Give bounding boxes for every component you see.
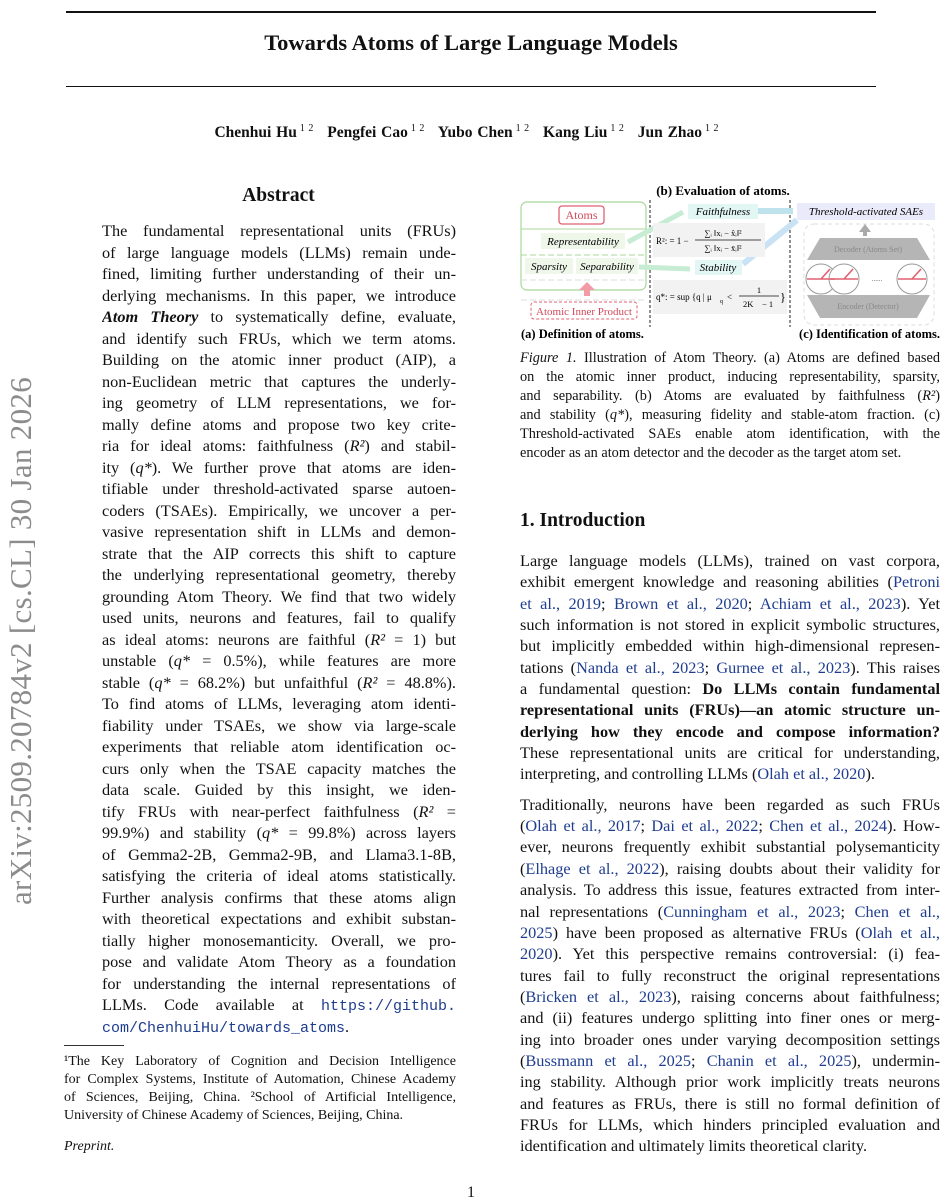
text-span: a fundamental question: [520, 679, 703, 699]
text-line [520, 922, 940, 943]
text-span: exhibit emergent knowledge and reasoning abilities ( [520, 572, 893, 592]
author [638, 124, 728, 141]
text-span: tify FRUs with near-perfect faithfulness ( [102, 801, 419, 821]
author-name: Jun Zhao [637, 124, 703, 142]
text-line [520, 368, 940, 387]
citation-link[interactable]: Gurnee et al., 2023 [716, 657, 851, 677]
panel-a-label: (a) Definition of atoms. [521, 327, 644, 341]
text-span: = 48.8%). [377, 672, 456, 692]
text-span: ; [758, 816, 770, 836]
text-line [520, 444, 940, 463]
text-span: unstable ( [102, 651, 174, 670]
text-span: grounding Atom Theory. We find that two widely [102, 586, 456, 606]
text-span: experiments that reliable atom identification oc- [102, 737, 456, 756]
abstract-body [102, 220, 456, 1037]
text-span: R² [349, 436, 365, 455]
text-line [64, 1107, 456, 1125]
citation-link[interactable]: Olah et al., [860, 922, 940, 942]
text-line [102, 801, 456, 823]
text-line [102, 629, 456, 651]
text-span: . [345, 1016, 350, 1036]
up-arrow-icon [579, 282, 595, 296]
text-line [520, 721, 940, 742]
text-span: nal representations ( [520, 901, 664, 921]
text-line [520, 1050, 940, 1071]
text-line [102, 543, 456, 565]
text-span: Figure 1. [520, 350, 577, 366]
text-span: ), raising concerns about faithfulness; [671, 986, 940, 1006]
text-line [102, 865, 456, 887]
text-span: ( [520, 858, 526, 878]
page-number: 1 [467, 1184, 475, 1201]
text-span: analysis. To address this issue, features extracted from inter- [520, 880, 940, 900]
text-span: ing into broader ones under varying decomposition settings [520, 1029, 940, 1049]
text-line [102, 457, 456, 479]
citation-link[interactable]: https://github. [320, 998, 456, 1015]
citation-link[interactable]: Dai et al., 2022 [651, 816, 759, 836]
text-span: encoder as an atom detector and the decoder as the target atom set. [520, 445, 902, 461]
text-span: as ideal atoms: neurons are faithful ( [102, 629, 371, 649]
text-span: mally define atoms and propose two key crite- [102, 414, 456, 434]
representability-label: Representability [547, 236, 619, 248]
atoms-label: Atoms [565, 208, 598, 222]
author-name: Yubo Chen [437, 124, 513, 142]
author-affiliation: 1 2 [299, 123, 314, 134]
text-line [520, 879, 940, 900]
preprint-note: Preprint. [64, 1139, 115, 1154]
author [327, 124, 433, 141]
r2-denominator: ∑ᵢ ‖xᵢ − x̄ᵢ‖² [704, 243, 742, 253]
text-line [520, 794, 940, 815]
text-line [102, 564, 456, 586]
text-line [520, 678, 940, 699]
introduction-body [520, 550, 940, 1166]
text-span: These representational units are critical for understanding, [520, 743, 940, 763]
text-line [520, 635, 940, 656]
text-span: such information is not stored in explicit symbolic structures, [520, 615, 940, 635]
text-line [520, 349, 940, 368]
text-span: ; [840, 901, 855, 921]
text-line [520, 901, 940, 922]
title-rule [66, 86, 876, 87]
encoder-label: Encoder (Detector) [837, 302, 899, 311]
author-name: Chenhui Hu [214, 124, 297, 142]
text-line [520, 1135, 940, 1156]
text-line [102, 951, 456, 973]
text-line [102, 844, 456, 866]
text-line [102, 715, 456, 737]
text-span: = 1) but [385, 629, 456, 649]
text-span: = 99.8%) across layers [278, 823, 456, 842]
text-line [102, 758, 456, 780]
text-line [520, 1093, 940, 1114]
q-numerator: 1 [756, 285, 762, 295]
author [438, 124, 538, 141]
text-span: 99.9%) and stability ( [102, 823, 262, 842]
text-line [102, 220, 456, 242]
text-span: the underlying representational geometry, thereby [102, 565, 456, 584]
text-line [520, 986, 940, 1007]
text-span: fiability under TSAEs, we show via large-scale [102, 715, 456, 735]
stability-label: Stability [699, 262, 737, 274]
text-span: ). Yet this perspective remains controversial: (i) fea- [552, 944, 940, 964]
text-line [102, 242, 456, 264]
text-span: Building on the atomic inner product (AIP), a [102, 350, 456, 369]
sparsity-label: Sparsity [530, 261, 568, 273]
text-span: ever, neurons frequently exhibit substantial polysemanticity [520, 837, 940, 857]
up-arrow-icon [859, 224, 871, 236]
text-line [102, 930, 456, 952]
text-span: LLMs. Code available at [102, 995, 321, 1014]
text-line [102, 500, 456, 522]
text-span: ), measuring fidelity and stable-atom fraction. (c) [624, 407, 940, 423]
text-span: Threshold-activated SAEs enable atom identification, with the [520, 426, 940, 442]
citation-link[interactable]: Petroni [892, 572, 940, 592]
text-line [520, 550, 940, 571]
text-span: on the atomic inner product, inducing representability, sparsity, [520, 369, 940, 385]
text-span: ¹The Key Laboratory of Cognition and Decision Intelligence [64, 1054, 456, 1069]
text-span: ; [640, 816, 652, 836]
text-line [520, 1029, 940, 1050]
ellipsis: ...... [871, 275, 883, 283]
text-span: but implicitly embedded within high-dimensional represen- [520, 636, 940, 656]
citation-link[interactable]: et al., 2019 [520, 593, 602, 613]
citation-link[interactable]: Nanda et al., 2023 [576, 657, 705, 677]
text-line [520, 943, 940, 964]
text-span: = 0.5%), while features are more [190, 651, 456, 670]
text-span: ing geometry of LLM representations, we for- [102, 393, 456, 412]
citation-link[interactable]: Bricken et al., 2023 [525, 986, 672, 1006]
text-span: ; [691, 1050, 707, 1070]
text-span: derlying how they encode and compose information? [520, 721, 940, 741]
figure-caption [520, 349, 940, 463]
q-formula-lt: < [727, 292, 733, 302]
q-formula-close: } [780, 290, 786, 304]
text-span: ), undermin- [851, 1050, 940, 1070]
affiliation-footnote [64, 1053, 456, 1125]
text-span: ing stability. Although prior work implicitly treats neurons [520, 1072, 940, 1092]
figure-1 [515, 180, 942, 345]
text-span: q* [173, 651, 191, 670]
author-name: Pengfei Cao [327, 124, 408, 142]
text-span: ), raising doubts about their validity for [659, 858, 940, 878]
text-span: to systematically define, evaluate, [198, 307, 456, 326]
paragraph [520, 794, 940, 1157]
text-span: identification and ultimately limits theoretical clarity. [520, 1136, 868, 1156]
text-span: interpreting, and controlling LLMs ( [520, 764, 758, 784]
faithfulness-label: Faithfulness [695, 206, 751, 218]
citation-link[interactable]: Cunningham et al., 2023 [663, 901, 841, 921]
text-line [520, 763, 940, 784]
text-line [102, 328, 456, 350]
text-line [102, 607, 456, 629]
text-span: = [433, 801, 456, 821]
text-span: satisfying the criteria of ideal atoms statistically. [102, 866, 456, 885]
citation-link[interactable]: Olah et al., 2020 [757, 764, 866, 784]
text-span: with theoretical expectations and exhibit substan- [102, 909, 456, 928]
text-line [64, 1089, 456, 1107]
text-span: Large language models (LLMs), trained on vast corpora, [520, 551, 940, 570]
text-span: FRUs for LLMs, which hinders principled evaluation and [520, 1114, 940, 1134]
text-line [520, 425, 940, 444]
text-line [520, 387, 940, 406]
text-span: Further analysis confirms that these atoms align [102, 887, 456, 907]
author-affiliation: 1 2 [610, 123, 624, 134]
text-line [520, 571, 940, 592]
text-line [520, 1007, 940, 1028]
text-span: tifiable under threshold-activated sparse autoen- [102, 479, 456, 498]
text-line [102, 779, 456, 801]
text-span: pose and validate Atom Theory as a foundation [102, 952, 456, 971]
text-span: ( [520, 986, 526, 1006]
text-span: and features as FRUs, there is still no formal definition of [520, 1093, 940, 1113]
text-span: ). How- [887, 816, 940, 836]
paragraph [520, 550, 940, 785]
text-span: University of Chinese Academy of Sciences, Beijing, China. [64, 1108, 404, 1123]
citation-link[interactable]: Chen et al., [854, 901, 940, 921]
citation-link[interactable]: Chanin et al., 2025 [706, 1050, 852, 1070]
text-line [102, 973, 456, 995]
q-formula-lhs: q*: = sup {q | μ [656, 292, 712, 302]
text-span: ). We further prove that atoms are iden- [151, 457, 456, 477]
top-rule [66, 11, 876, 13]
text-line [102, 306, 456, 328]
text-span: Illustration of Atom Theory. (a) Atoms are defined based [576, 350, 940, 366]
text-span: derlying mechanisms. In this paper, we introduce [102, 285, 456, 305]
author [543, 124, 633, 141]
text-span: ( [520, 1050, 526, 1070]
text-span: and stability ( [520, 407, 610, 423]
text-span: R² [362, 672, 378, 692]
section-heading: 1. Introduction [520, 510, 646, 531]
author-affiliation: 1 2 [515, 123, 530, 134]
text-span: R² [370, 629, 386, 649]
text-span: ( [520, 816, 526, 836]
panel-b-title: (b) Evaluation of atoms. [656, 183, 790, 198]
arxiv-identifier[interactable]: arXiv:2509.20784v2 [cs.CL] 30 Jan 2026 [3, 376, 38, 905]
text-line [64, 1053, 456, 1071]
text-line [102, 672, 456, 694]
text-span: and separability. (b) Atoms are evaluated by faithfulness ( [520, 388, 923, 404]
panel-c-label: (c) Identification of atoms. [799, 327, 940, 341]
text-span: ria for ideal atoms: faithfulness ( [102, 436, 350, 455]
text-line [520, 1114, 940, 1135]
text-span: tially higher monosemanticity. Overall, we pro- [102, 930, 456, 950]
text-span: coders (TSAEs). Empirically, we uncover a per- [102, 500, 456, 520]
text-span: curs only when the TSAE capacity matches the [102, 758, 456, 778]
text-line [520, 406, 940, 425]
text-line [102, 693, 456, 715]
text-span: used units, neurons and features, fail to qualify [102, 608, 456, 627]
text-line [102, 1016, 456, 1038]
citation-link[interactable]: Elhage et al., 2022 [525, 858, 660, 878]
text-span: vasive representation shift in LLMs and demon- [102, 522, 456, 541]
text-line [102, 263, 456, 285]
text-span: ity ( [102, 457, 136, 477]
text-line [102, 736, 456, 758]
text-span: ). This raises [850, 657, 940, 677]
author-list [0, 123, 942, 142]
text-line [520, 858, 940, 879]
citation-link[interactable]: 2020 [520, 944, 553, 964]
text-line [520, 593, 940, 614]
text-line [102, 908, 456, 930]
paper-title: Towards Atoms of Large Language Models [264, 30, 678, 55]
text-span: q* [154, 672, 171, 692]
text-line [520, 965, 940, 986]
text-span: for Complex Systems, Institute of Automation, Chinese Academy [64, 1072, 456, 1087]
abstract-heading: Abstract [242, 185, 315, 206]
author-affiliation: 1 2 [705, 123, 719, 134]
text-line [102, 478, 456, 500]
text-span: ; [704, 657, 717, 677]
footnote-rule [64, 1045, 124, 1046]
r2-formula-lhs: R²: = 1 − [656, 236, 689, 246]
text-span: tures fail to fully reconstruct the original representations [520, 965, 940, 985]
text-line [520, 614, 940, 635]
decoder-label: Decoder (Atoms Set) [834, 245, 902, 254]
text-span: ). [865, 764, 875, 784]
text-span: Atom Theory [102, 307, 199, 326]
text-line [102, 650, 456, 672]
citation-link[interactable]: com/ChenhuiHu/towards_atoms [102, 1019, 346, 1037]
citation-link[interactable]: Brown et al., 2020 [614, 593, 748, 613]
text-line [102, 521, 456, 543]
citation-link[interactable]: 2025 [520, 922, 553, 942]
text-span: Traditionally, neurons have been regarded as such FRUs [520, 794, 940, 814]
text-span: ) have been proposed as alternative FRUs ( [552, 922, 861, 942]
text-line [64, 1071, 456, 1089]
text-span: R² [418, 801, 434, 821]
text-span: and identify such FRUs, which we term atoms. [102, 328, 456, 348]
author-affiliation: 1 2 [410, 123, 425, 134]
q-formula-sub: q [720, 299, 723, 305]
text-line [102, 994, 456, 1016]
q-denominator: 2K [743, 299, 754, 309]
text-span: The fundamental representational units (FRUs) [102, 221, 456, 240]
text-span: stable ( [102, 672, 155, 692]
author-name: Kang Liu [543, 124, 608, 142]
arrow-icon [639, 267, 690, 269]
text-span: fined, limiting further understanding of their un- [102, 264, 456, 283]
text-span: for understanding the internal representations of [102, 973, 456, 993]
atom-theory-diagram [515, 180, 942, 345]
text-span: R² [922, 388, 936, 404]
text-line [520, 1071, 940, 1092]
text-span: = 68.2%) but unfaithful ( [170, 672, 363, 692]
text-span: q* [609, 407, 625, 423]
citation-link[interactable]: Olah et al., 2017 [525, 816, 641, 836]
citation-link[interactable]: Chen et al., 2024 [769, 816, 888, 836]
r2-numerator: ∑ᵢ ‖xᵢ − x̂ᵢ‖² [704, 228, 742, 238]
text-span: To find atoms of LLMs, leveraging atom identi- [102, 694, 456, 713]
text-line [102, 371, 456, 393]
text-span: strate that the AIP corrects this shift to capture [102, 543, 456, 563]
text-span: ; [747, 593, 760, 613]
text-span: ; [601, 593, 614, 613]
text-span: Do LLMs contain fundamental [702, 679, 940, 699]
text-span: representational units (FRUs)—an atomic structure un- [520, 700, 940, 720]
text-span: q* [262, 823, 279, 842]
text-span: of Gemma2-2B, Gemma2-9B, and Llama3.1-8B, [102, 844, 456, 864]
tsae-label: Threshold-activated SAEs [808, 206, 924, 218]
text-span: ). Yet [900, 593, 940, 613]
text-span: non-Euclidean metric that captures the underly- [102, 371, 456, 391]
text-line [102, 435, 456, 457]
separability-label: Separability [580, 261, 634, 273]
author [214, 124, 322, 141]
text-span: ) and stabil- [364, 436, 456, 455]
text-span: ) [935, 388, 940, 404]
text-line [102, 392, 456, 414]
text-line [102, 285, 456, 307]
text-line [520, 836, 940, 857]
text-span: data scale. Guided by this insight, we iden- [102, 780, 456, 799]
citation-link[interactable]: Bussmann et al., 2025 [525, 1050, 692, 1070]
text-line [102, 822, 456, 844]
text-line [520, 742, 940, 763]
text-line [102, 586, 456, 608]
text-line [102, 349, 456, 371]
text-span: of large language models (LLMs) remain unde- [102, 242, 456, 262]
text-line [520, 815, 940, 836]
text-line [102, 414, 456, 436]
text-span: of Sciences, Beijing, China. ²School of Artificial Intelligence, [64, 1090, 456, 1105]
q-denominator-rest: − 1 [762, 299, 774, 309]
text-line [520, 699, 940, 720]
aip-label: Atomic Inner Product [536, 306, 632, 318]
text-span: q* [135, 457, 152, 477]
text-line [102, 887, 456, 909]
text-span: and (ii) features undergo splitting into finer ones or merg- [520, 1008, 940, 1028]
citation-link[interactable]: Achiam et al., 2023 [759, 593, 901, 613]
text-line [520, 657, 940, 678]
text-span: tations ( [520, 657, 577, 677]
